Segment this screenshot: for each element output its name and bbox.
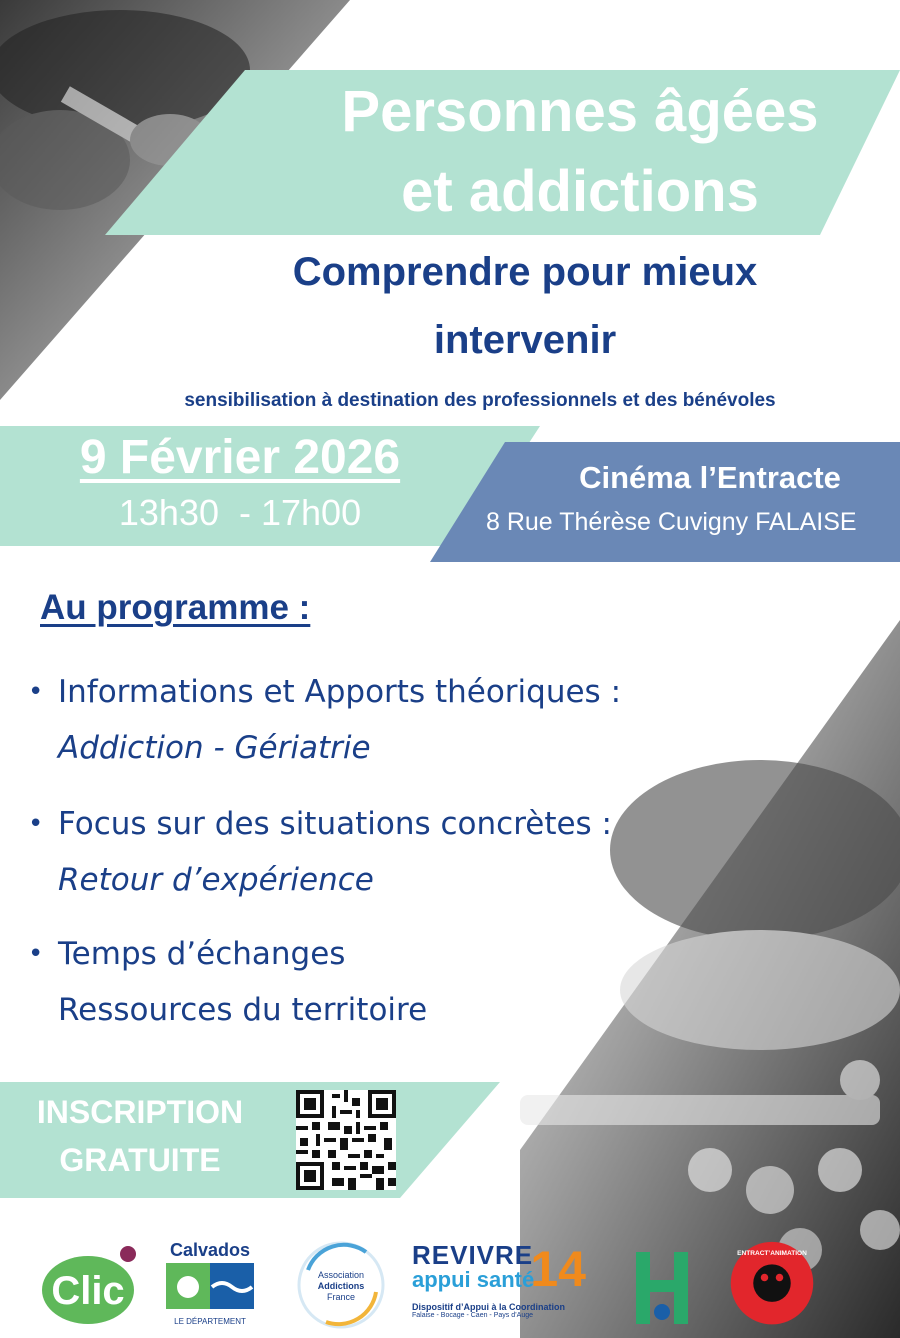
calvados-name: Calvados: [169, 1240, 251, 1260]
inscription-line-1: INSCRIPTION: [36, 1094, 244, 1130]
program-item-detail: Addiction - Gériatrie: [58, 730, 371, 766]
bullet-icon: •: [28, 809, 44, 839]
program-item-title: Focus sur des situations concrètes :: [58, 806, 613, 842]
svg-text:Association: Association: [317, 1270, 365, 1280]
event-date: 9 Février 2026: [79, 431, 401, 484]
bullet-icon: •: [28, 939, 44, 969]
venue-name: Cinéma l’Entracte: [579, 460, 841, 495]
revivre-desc: Dispositif d’Appui à la Coordination: [412, 1302, 565, 1312]
revivre-subtitle: appui santé: [412, 1267, 535, 1292]
audience-text: sensibilisation à destination des professionnels et des bénévoles: [184, 390, 776, 411]
calvados-logo: [162, 1240, 258, 1330]
qr-code-icon[interactable]: [296, 1090, 396, 1190]
calvados-sub: LE DÉPARTEMENT: [174, 1317, 246, 1326]
svg-text:ENTRACT’ANIMATION: ENTRACT’ANIMATION: [737, 1250, 807, 1257]
program-item: [28, 796, 748, 908]
inscription-label: [0, 1088, 280, 1184]
clic-logo-text: Clic: [51, 1269, 125, 1313]
venue-address: 8 Rue Thérèse Cuvigny FALAISE: [486, 508, 857, 536]
subtitle-line-1: Comprendre pour mieux: [292, 250, 758, 294]
bullet-icon: •: [28, 677, 44, 707]
program-item-title: Temps d’échanges: [58, 936, 346, 972]
addictions-france-logo: [296, 1240, 386, 1330]
program-item: [28, 664, 748, 776]
program-title: Au programme :: [40, 588, 311, 627]
revivre-title: REVIVRE: [412, 1240, 534, 1270]
program-item-detail: Ressources du territoire: [58, 992, 428, 1028]
revivre-area: Falaise - Bocage - Caen - Pays d’Auge: [412, 1312, 534, 1319]
title-line-1: Personnes âgées: [341, 79, 819, 144]
calvados-emblem-icon: [162, 1261, 258, 1313]
svg-text:France: France: [326, 1292, 356, 1302]
program-item-detail: Retour d’expérience: [58, 862, 374, 898]
h-logo: [632, 1240, 692, 1330]
program-item-title: Informations et Apports théoriques :: [58, 674, 622, 710]
revivre-number: 14: [530, 1241, 586, 1297]
subtitle-line-2: intervenir: [433, 318, 617, 362]
svg-text:Addictions: Addictions: [317, 1281, 365, 1291]
revivre-logo: [412, 1240, 588, 1330]
clic-logo: [40, 1240, 140, 1330]
title-line-2: et addictions: [401, 159, 759, 224]
program-item: [28, 926, 748, 1038]
entract-animation-logo: [724, 1240, 820, 1330]
event-time: 13h30 - 17h00: [118, 492, 362, 533]
inscription-line-2: GRATUITE: [59, 1142, 221, 1178]
